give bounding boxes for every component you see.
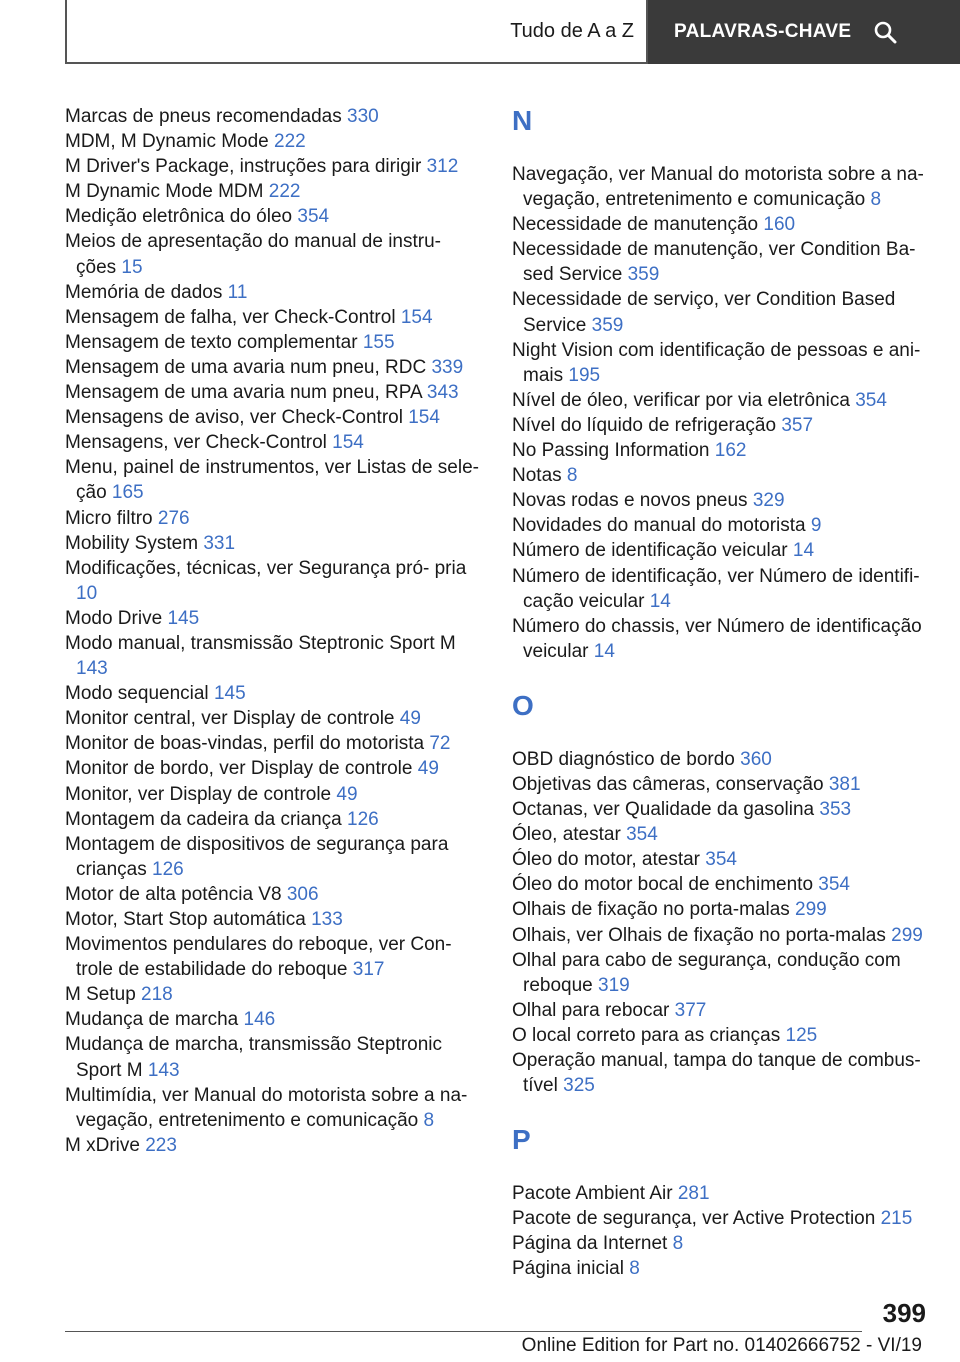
index-entry (65, 380, 485, 405)
index-entry (512, 998, 932, 1023)
index-entry (65, 1133, 485, 1158)
entry-term: Olhais, ver Olhais de fixação no porta-malas (512, 924, 886, 946)
page-reference-link[interactable]: 276 (157, 507, 190, 529)
entry-term: M Setup (65, 984, 136, 1006)
page-reference-link[interactable]: 14 (593, 640, 615, 662)
section-letter: P (512, 1124, 531, 1156)
entry-term: Mudança de marcha (65, 1009, 239, 1031)
page-reference-link[interactable]: 353 (819, 799, 852, 821)
entry-term: Página inicial (512, 1258, 624, 1280)
page-reference-link[interactable]: 143 (76, 658, 108, 680)
index-entry (65, 355, 485, 380)
page-reference-link[interactable]: 331 (203, 532, 236, 554)
index-entry (512, 923, 932, 948)
index-entry (512, 772, 932, 797)
entry-term: Mudança de marcha, transmissão Steptronic Sport M (65, 1034, 443, 1081)
index-entry (512, 847, 932, 872)
index-entry (512, 287, 932, 337)
page-reference-link[interactable]: 8 (423, 1109, 435, 1131)
entry-term: Mensagem de uma avaria num pneu, RDC (65, 356, 427, 378)
entry-term: Night Vision com identificação de pessoas e ani‐ mais (512, 339, 921, 386)
index-entry (65, 405, 485, 430)
page-reference-link[interactable]: 8 (566, 465, 578, 487)
index-column-left (65, 104, 485, 1158)
index-entry (512, 212, 932, 237)
header-tabs (65, 0, 960, 64)
page-reference-link[interactable]: 359 (627, 264, 660, 286)
entry-term: Mensagens de aviso, ver Check-Control (65, 407, 403, 429)
page-reference-link[interactable]: 218 (141, 984, 173, 1006)
entry-term: Mensagens, ver Check-Control (65, 432, 327, 454)
index-entry (512, 538, 932, 563)
page-reference-link[interactable]: 72 (429, 733, 451, 755)
page-reference-link[interactable]: 154 (400, 306, 433, 328)
entry-term: Mensagem de uma avaria num pneu, RPA (65, 382, 422, 404)
entry-term: Motor de alta potência V8 (65, 883, 282, 905)
entry-term: Memória de dados (65, 281, 223, 303)
entry-term: Novidades do manual do motorista (512, 515, 806, 537)
footer-edition-text: Online Edition for Part no. 01402666752 - VI/19 (521, 1335, 922, 1356)
entry-term: Mobility System (65, 532, 199, 554)
page-reference-link[interactable]: 165 (111, 482, 144, 504)
page-reference-link[interactable]: 359 (591, 314, 624, 336)
entry-term: Operação manual, tampa do tanque de combus‐ tível (512, 1050, 921, 1097)
page-reference-link[interactable]: 317 (352, 959, 385, 981)
entry-term: Movimentos pendulares do reboque, ver Con‐ trole de estabilidade do reboque (65, 934, 452, 981)
entry-term: Marcas de pneus recomendadas (65, 106, 342, 127)
page-reference-link[interactable]: 8 (672, 1233, 684, 1255)
index-entry (65, 756, 485, 781)
index-entry (512, 948, 932, 998)
index-entry (512, 897, 932, 922)
entry-term: Pacote de segurança, ver Active Protection (512, 1208, 876, 1230)
page-reference-link[interactable]: 146 (243, 1009, 276, 1031)
index-entry (512, 1181, 932, 1206)
entry-term: Pacote Ambient Air (512, 1183, 673, 1205)
page-reference-link[interactable]: 8 (629, 1258, 640, 1280)
index-entry (512, 1206, 932, 1231)
entry-term: Olhal para rebocar (512, 999, 670, 1021)
index-entry (65, 1032, 485, 1082)
index-entry (512, 1231, 932, 1256)
index-entry (512, 747, 932, 772)
entry-term: Nível do líquido de refrigeração (512, 414, 777, 436)
page-number: 399 (882, 1298, 926, 1328)
index-entry (512, 872, 932, 897)
entry-term: Monitor de boas-vindas, perfil do motorista (65, 733, 425, 755)
index-entry (65, 305, 485, 330)
index-entry (65, 932, 485, 982)
entry-term: Mensagem de falha, ver Check-Control (65, 306, 396, 328)
page-reference-link[interactable]: 11 (227, 281, 248, 303)
index-entry (65, 731, 485, 756)
page-reference-link[interactable]: 8 (870, 189, 882, 211)
page-reference-link[interactable]: 160 (763, 214, 796, 236)
page-reference-link[interactable]: 14 (649, 590, 671, 612)
index-entry (65, 706, 485, 731)
entry-term: Necessidade de manutenção (512, 214, 759, 236)
page-reference-link[interactable]: 329 (752, 490, 785, 512)
section-letter: N (512, 105, 533, 136)
index-entry (65, 1083, 485, 1133)
index-entry (65, 229, 485, 279)
entry-term: OBD diagnóstico de bordo (512, 748, 735, 770)
entry-term: Medição eletrônica do óleo (65, 206, 293, 228)
page-reference-link[interactable]: 354 (855, 389, 887, 411)
index-entry (512, 488, 932, 513)
page-reference-link[interactable]: 126 (152, 858, 184, 880)
index-entry (512, 1256, 932, 1281)
page-reference-link[interactable]: 325 (563, 1075, 595, 1097)
tab-index-label: Tudo de A a Z (510, 19, 634, 42)
page-reference-link[interactable]: 343 (426, 382, 459, 404)
page-reference-link[interactable]: 354 (626, 824, 658, 846)
page-reference-link[interactable]: 155 (362, 331, 395, 353)
page-reference-link[interactable]: 381 (828, 773, 861, 795)
index-column-right (512, 104, 932, 1282)
entry-term: Motor, Start Stop automática (65, 909, 306, 930)
index-entry (65, 882, 485, 907)
entry-term: Olhal para cabo de segurança, condução com reboque (512, 949, 901, 996)
page-reference-link[interactable]: 299 (795, 899, 827, 921)
index-entry (65, 455, 485, 505)
page-reference-link[interactable]: 222 (268, 181, 301, 203)
entry-term: Objetivas das câmeras, conservação (512, 773, 824, 795)
index-entry (65, 556, 485, 606)
entry-term: Modo Drive (65, 607, 163, 629)
entry-term: Meios de apresentação do manual de instru‐ ções (65, 231, 442, 278)
entry-term: Montagem de dispositivos de segurança para crianças (65, 833, 449, 880)
page-reference-link[interactable]: 143 (147, 1059, 180, 1081)
page-reference-link[interactable]: 125 (785, 1024, 818, 1046)
page-reference-link[interactable]: 306 (286, 883, 319, 905)
index-entry (65, 280, 485, 305)
page-reference-link[interactable]: 133 (311, 909, 343, 930)
entry-term: Número de identificação veicular (512, 540, 788, 562)
entry-term: Modo sequencial (65, 683, 209, 705)
footer-divider (65, 1331, 862, 1332)
entry-term: M Dynamic Mode MDM (65, 181, 264, 203)
entry-term: Montagem da cadeira da criança (65, 808, 342, 830)
page-reference-link[interactable]: 154 (332, 432, 364, 454)
search-icon[interactable] (873, 20, 897, 44)
page-reference-link[interactable]: 10 (76, 582, 98, 604)
page-reference-link[interactable]: 49 (399, 708, 421, 730)
page-reference-link[interactable]: 195 (568, 364, 601, 386)
entry-term: Óleo do motor, atestar (512, 849, 700, 871)
index-entry (65, 204, 485, 229)
index-entry (65, 807, 485, 832)
page-reference-link[interactable]: 223 (145, 1134, 177, 1156)
entry-term: Olhais de fixação no porta-malas (512, 899, 790, 921)
index-entry (512, 797, 932, 822)
page-reference-link[interactable]: 49 (336, 783, 358, 805)
index-entry (65, 982, 485, 1007)
index-entry (65, 782, 485, 807)
entry-term: Multimídia, ver Manual do motorista sobre a na‐ vegação, entretenimento e comunicação (65, 1084, 468, 1131)
entry-term: Mensagem de texto complementar (65, 331, 358, 353)
index-entry (65, 631, 485, 681)
entry-term: Número do chassis, ver Número de identificação veicular (512, 615, 922, 662)
entry-term: Notas (512, 465, 562, 487)
entry-term: MDM, M Dynamic Mode (65, 131, 269, 153)
entry-term: M xDrive (65, 1134, 140, 1156)
page-reference-link[interactable]: 126 (347, 808, 379, 830)
entry-term: Nível de óleo, verificar por via eletrônica (512, 389, 850, 411)
index-entry (65, 681, 485, 706)
entry-term: Modificações, técnicas, ver Segurança pró‐ pria (65, 557, 467, 579)
page-reference-link[interactable]: 222 (274, 131, 306, 153)
entry-term: Necessidade de manutenção, ver Condition Ba‐ sed Service (512, 239, 916, 286)
index-entry (512, 463, 932, 488)
entry-term: No Passing Information (512, 440, 710, 462)
index-entry (512, 513, 932, 538)
page-reference-link[interactable]: 377 (674, 999, 707, 1021)
index-entry (512, 438, 932, 463)
page-reference-link[interactable]: 354 (297, 206, 330, 228)
index-entry (65, 832, 485, 882)
entry-term: Monitor de bordo, ver Display de controle (65, 758, 413, 780)
index-entry (512, 162, 932, 212)
entry-term: Monitor central, ver Display de controle (65, 708, 395, 730)
entry-term: Óleo, atestar (512, 824, 621, 846)
index-entry (512, 822, 932, 847)
index-entry (65, 104, 485, 129)
page-reference-link[interactable]: 339 (431, 356, 464, 378)
entry-term: Monitor, ver Display de controle (65, 783, 332, 805)
page-reference-link[interactable]: 145 (213, 683, 246, 705)
entry-term: M Driver's Package, instruções para dirigir (65, 156, 422, 178)
page-reference-link[interactable]: 330 (347, 106, 379, 127)
page-reference-link[interactable]: 215 (880, 1208, 913, 1230)
index-entry (65, 606, 485, 631)
page-reference-link[interactable]: 49 (417, 758, 439, 780)
index-entry (512, 338, 932, 388)
entry-term: Óleo do motor bocal de enchimento (512, 874, 814, 896)
page-reference-link[interactable]: 360 (740, 748, 772, 770)
footer-edition (0, 1335, 922, 1357)
entry-term: O local correto para as crianças (512, 1024, 781, 1046)
page-reference-link[interactable]: 145 (167, 607, 200, 629)
index-entry (512, 388, 932, 413)
index-entry (512, 413, 932, 438)
index-entry (512, 614, 932, 664)
page-reference-link[interactable]: 154 (408, 407, 440, 429)
index-entry (65, 179, 485, 204)
tab-index-a-to-z[interactable] (65, 0, 648, 64)
tab-keywords[interactable] (648, 0, 960, 64)
page-reference-link[interactable]: 354 (705, 849, 737, 871)
section-letter: O (512, 689, 534, 721)
index-entry (65, 907, 485, 932)
index-entry (65, 1007, 485, 1032)
entry-term: Micro filtro (65, 507, 153, 529)
index-entry (512, 1048, 932, 1098)
entry-term: Necessidade de serviço, ver Condition Based Service (512, 289, 896, 336)
index-entry (65, 531, 485, 556)
page-reference-link[interactable]: 354 (818, 874, 850, 896)
entry-term: Novas rodas e novos pneus (512, 490, 748, 512)
index-entry (512, 1023, 932, 1048)
index-entry (65, 154, 485, 179)
entry-term: Octanas, ver Qualidade da gasolina (512, 799, 815, 821)
entry-term: Menu, painel de instrumentos, ver Listas de sele‐ ção (65, 457, 479, 504)
page-reference-link[interactable]: 9 (810, 515, 822, 537)
page-reference-link[interactable]: 281 (677, 1183, 710, 1205)
page-reference-link[interactable]: 299 (891, 924, 923, 946)
index-entry (65, 129, 485, 154)
index-entry (512, 237, 932, 287)
page-reference-link[interactable]: 162 (714, 440, 747, 462)
index-entry (512, 564, 932, 614)
entry-term: Modo manual, transmissão Steptronic Sport M (65, 632, 456, 654)
entry-term: Número de identificação, ver Número de identifi‐ cação veicular (512, 565, 920, 612)
tab-keywords-label: PALAVRAS-CHAVE (674, 21, 852, 42)
page-reference-link[interactable]: 312 (426, 156, 459, 178)
index-entry (65, 506, 485, 531)
index-entry (65, 430, 485, 455)
entry-term: Navegação, ver Manual do motorista sobre a na‐ vegação, entretenimento e comunicação (512, 164, 924, 211)
index-entry (65, 330, 485, 355)
page-reference-link[interactable]: 357 (781, 414, 814, 436)
page-reference-link[interactable]: 15 (121, 256, 143, 278)
page-reference-link[interactable]: 14 (792, 540, 815, 562)
entry-term: Página da Internet (512, 1233, 668, 1255)
page-reference-link[interactable]: 319 (598, 974, 630, 996)
